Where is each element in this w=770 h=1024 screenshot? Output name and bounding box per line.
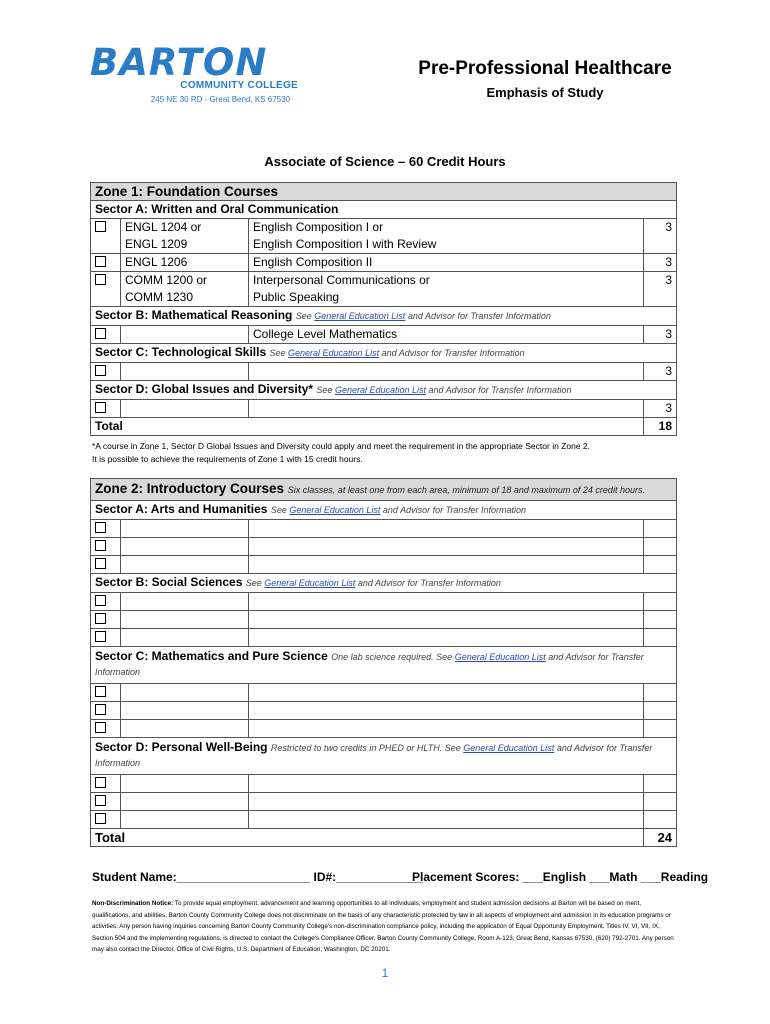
gen-ed-link[interactable]: General Education List: [289, 505, 381, 515]
course-name-blank[interactable]: [249, 520, 644, 538]
checkbox[interactable]: [95, 540, 106, 551]
course-name-blank[interactable]: [249, 720, 644, 738]
course-code: ENGL 1206: [121, 254, 249, 272]
checkbox[interactable]: [95, 795, 106, 806]
course-code: COMM 1200 or: [121, 272, 249, 290]
checkbox[interactable]: [95, 365, 106, 376]
course-code-blank[interactable]: [121, 538, 249, 556]
course-credits: 3: [644, 400, 677, 418]
checkbox[interactable]: [95, 522, 106, 533]
credits-blank[interactable]: [644, 520, 677, 538]
course-name-blank[interactable]: [249, 811, 644, 829]
checkbox[interactable]: [95, 595, 106, 606]
course-name: Interpersonal Communications or: [249, 272, 644, 290]
gen-ed-link[interactable]: General Education List: [334, 385, 426, 395]
logo-name: BARTON: [90, 41, 268, 84]
credits-blank[interactable]: [644, 611, 677, 629]
course-code-blank[interactable]: [121, 556, 249, 574]
course-code-blank[interactable]: [121, 611, 249, 629]
course-code-blank[interactable]: [121, 702, 249, 720]
course-name: Public Speaking: [249, 289, 644, 307]
zone1-sector-c: Sector C: Technological Skills See General Education List and Advisor for Transfer Information: [91, 344, 677, 363]
course-name-blank[interactable]: [249, 684, 644, 702]
zone1-note-2: It is possible to achieve the requirements of Zone 1 with 15 credit hours.: [92, 454, 363, 464]
checkbox[interactable]: [95, 631, 106, 642]
course-name-blank[interactable]: [249, 775, 644, 793]
checkbox[interactable]: [95, 813, 106, 824]
course-name-blank[interactable]: [249, 593, 644, 611]
course-code-blank[interactable]: [121, 684, 249, 702]
zone1-title: Zone 1: Foundation Courses: [91, 183, 677, 201]
zone2-sector-c: Sector C: Mathematics and Pure Science One lab science required. See General Education List and Advisor for Transfer Information: [91, 647, 677, 684]
credits-blank[interactable]: [644, 593, 677, 611]
course-code: ENGL 1209: [121, 236, 249, 254]
zone2-sector-b: Sector B: Social Sciences See General Education List and Advisor for Transfer Information: [91, 574, 677, 593]
credits-blank[interactable]: [644, 702, 677, 720]
course-code: COMM 1230: [121, 289, 249, 307]
gen-ed-link[interactable]: General Education List: [288, 348, 380, 358]
course-name-blank[interactable]: [249, 629, 644, 647]
checkbox[interactable]: [95, 256, 106, 267]
course-credits: 3: [644, 254, 677, 272]
page-title: Pre-Professional Healthcare: [418, 58, 672, 79]
zone2-total: 24: [644, 829, 677, 847]
zone2-table: [90, 478, 677, 847]
zone2-sector-d: Sector D: Personal Well-Being Restricted to two credits in PHED or HLTH. See General Education List and Advisor for Transfer Information: [91, 738, 677, 775]
gen-ed-link[interactable]: General Education List: [454, 652, 546, 662]
course-credits: [644, 236, 677, 254]
page-subtitle: Emphasis of Study: [486, 85, 604, 100]
course-name: English Composition I or: [249, 219, 644, 237]
course-code-blank[interactable]: [121, 793, 249, 811]
gen-ed-link[interactable]: General Education List: [463, 743, 555, 753]
course-credits: 3: [644, 272, 677, 290]
zone1-sector-d: Sector D: Global Issues and Diversity* See General Education List and Advisor for Transfer Information: [91, 381, 677, 400]
zone1-total-label: Total: [91, 418, 644, 436]
logo-subtitle: COMMUNITY COLLEGE: [180, 80, 298, 91]
student-name-id-line[interactable]: Student Name:____________________ ID#:_____________: [92, 870, 423, 884]
zone1-note-1: *A course in Zone 1, Sector D Global Issues and Diversity could apply and meet the requirement in the appropriate Sector in Zone 2.: [92, 441, 590, 451]
course-code-blank[interactable]: [121, 720, 249, 738]
checkbox[interactable]: [95, 328, 106, 339]
checkbox[interactable]: [95, 274, 106, 285]
zone2-sector-a: Sector A: Arts and Humanities See General Education List and Advisor for Transfer Information: [91, 501, 677, 520]
course-name: English Composition I with Review: [249, 236, 644, 254]
course-code: ENGL 1204 or: [121, 219, 249, 237]
course-credits: 3: [644, 219, 677, 237]
credits-blank[interactable]: [644, 538, 677, 556]
non-discrimination-notice: Non-Discrimination Notice: To provide equal employment, advancement and learning opportunities to all individuals, employment and student admission decisions at Barton will be based on merit, qualifications, and abilities. Barton County Community College does not discriminate on the basis of any characteristic protected by law in all aspects of employment and admission in its education programs or activities. Any person having inquiries concerning Barton County Community College's non-discrimination compliance policy, including the application of Equal Opportunity Employment, Titles IV, VI, VII, IX, Section 504 and the implementing regulations, is directed to contact the College's Compliance Officer, Barton County Community College, Room A-123, Great Bend, Kansas 67530, (620) 792-2701. Any person may also contact the Director, Office of Civil Rights, U.S. Department of Education, Washington, DC 20201.: [92, 900, 674, 953]
zone1-sector-b: Sector B: Mathematical Reasoning See General Education List and Advisor for Transfer Information: [91, 307, 677, 326]
course-code-blank[interactable]: [121, 629, 249, 647]
logo-address: 245 NE 30 RD - Great Bend, KS 67530: [150, 95, 290, 104]
checkbox[interactable]: [95, 558, 106, 569]
course-name: English Composition II: [249, 254, 644, 272]
zone1-sector-a: Sector A: Written and Oral Communication: [91, 201, 677, 219]
course-code-blank[interactable]: [121, 811, 249, 829]
credits-blank[interactable]: [644, 684, 677, 702]
page-number: 1: [381, 966, 389, 980]
credits-blank[interactable]: [644, 793, 677, 811]
course-name-blank[interactable]: [249, 611, 644, 629]
credits-blank[interactable]: [644, 811, 677, 829]
course-name: College Level Mathematics: [249, 326, 644, 344]
course-name-blank[interactable]: [249, 556, 644, 574]
checkbox[interactable]: [95, 704, 106, 715]
course-name-blank[interactable]: [249, 793, 644, 811]
zone2-total-label: Total: [91, 829, 644, 847]
course-credits: 3: [644, 326, 677, 344]
course-name-blank[interactable]: [249, 702, 644, 720]
credits-blank[interactable]: [644, 720, 677, 738]
course-credits: 3: [644, 363, 677, 381]
placement-scores-line[interactable]: Placement Scores: ___English ___Math ___Reading: [412, 870, 709, 884]
course-code-blank[interactable]: [121, 775, 249, 793]
checkbox[interactable]: [95, 613, 106, 624]
course-credits: [644, 289, 677, 307]
zone1-table: [90, 182, 677, 436]
barton-logo: [90, 41, 310, 104]
degree-heading: Associate of Science – 60 Credit Hours: [264, 154, 506, 169]
course-code-blank[interactable]: [121, 520, 249, 538]
zone2-title: Zone 2: Introductory Courses Six classes, at least one from each area, minimum of 18 and maximum of 24 credit hours.: [91, 479, 677, 501]
credits-blank[interactable]: [644, 775, 677, 793]
credits-blank[interactable]: [644, 556, 677, 574]
checkbox[interactable]: [95, 402, 106, 413]
course-name-blank[interactable]: [249, 538, 644, 556]
gen-ed-link[interactable]: General Education List: [264, 578, 356, 588]
checkbox[interactable]: [95, 221, 106, 232]
checkbox[interactable]: [95, 722, 106, 733]
zone1-total: 18: [644, 418, 677, 436]
course-code-blank[interactable]: [121, 593, 249, 611]
checkbox[interactable]: [95, 777, 106, 788]
gen-ed-link[interactable]: General Education List: [314, 311, 406, 321]
credits-blank[interactable]: [644, 629, 677, 647]
checkbox[interactable]: [95, 686, 106, 697]
